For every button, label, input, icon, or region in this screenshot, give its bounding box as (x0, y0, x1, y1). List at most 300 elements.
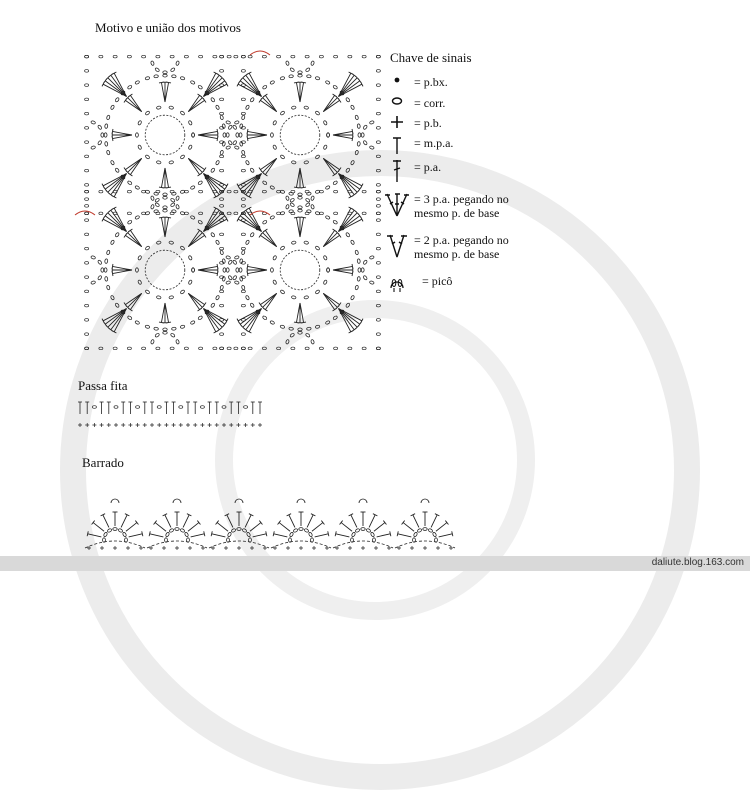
edge-chain (227, 55, 231, 58)
chain-stitch (357, 276, 360, 281)
dc-stitch (188, 230, 199, 246)
dc-stitch (103, 515, 109, 528)
edge-chain (319, 347, 323, 350)
chain-stitch (91, 120, 96, 124)
chain-stitch (325, 80, 330, 85)
ribbon-sc (215, 423, 219, 427)
border-sc (162, 546, 166, 550)
chain-stitch (138, 145, 142, 150)
chain-stitch (369, 281, 374, 285)
edge-chain (85, 319, 89, 322)
double-crochet-symbol-icon (384, 160, 410, 186)
chain-stitch (417, 528, 422, 533)
edge-chain (113, 347, 117, 350)
chain-stitch (188, 145, 192, 150)
dc-stitch (300, 168, 304, 187)
dc-stitch (339, 75, 355, 96)
edge-chain (291, 55, 295, 58)
chain-stitch (236, 133, 239, 137)
chain-stitch (315, 289, 320, 294)
ribbon-sc (179, 423, 183, 427)
chain-stitch (176, 204, 180, 209)
edge-chain (291, 347, 295, 350)
dc-stitch (339, 309, 355, 330)
dc-stitch (113, 266, 132, 270)
edge-chain (85, 333, 89, 336)
dc-stitch-top (333, 173, 337, 176)
dc-stitch (339, 81, 360, 97)
chain-stitch (91, 255, 96, 259)
edge-chain (220, 319, 224, 322)
edge-chain (376, 304, 380, 307)
chain-stitch (156, 106, 161, 110)
chain-stitch (171, 327, 176, 330)
dc-stitch (105, 81, 126, 97)
chain-stitch (280, 76, 285, 80)
edge-chain (220, 98, 224, 101)
border-sc (312, 546, 316, 550)
legend-title: Chave de sinais (390, 50, 472, 65)
dc-stitch (263, 293, 277, 307)
chain-stitch (190, 320, 195, 325)
chain-stitch (227, 532, 232, 537)
dc-stitch (130, 95, 141, 111)
chain-stitch (127, 85, 132, 90)
dc-stitch (296, 218, 300, 237)
chain-stitch (234, 120, 239, 124)
chain-stitch (355, 150, 359, 155)
ribbon-sc (258, 423, 262, 427)
dc-stitch-top (247, 264, 248, 269)
dc-stitch (323, 293, 337, 307)
chain-stitch (127, 180, 132, 185)
edge-chain (220, 84, 224, 87)
chain-stitch (226, 133, 229, 137)
chain-stitch (163, 196, 167, 199)
dc-stitch (128, 293, 142, 307)
chain-stitch (361, 268, 364, 272)
dc-stitch (246, 75, 262, 96)
border-sc (250, 546, 254, 550)
chain-stitch (271, 268, 274, 272)
edge-chain (262, 55, 266, 58)
chain-stitch (323, 255, 327, 260)
chain-stitch (115, 168, 120, 173)
chain-stitch (315, 211, 320, 215)
dc-stitch (129, 534, 143, 537)
chain-stitch (236, 268, 239, 272)
edge-chain (241, 333, 245, 336)
chain-stitch (242, 528, 247, 533)
dc-stitch (403, 523, 414, 532)
dc-stitch-top (124, 303, 127, 307)
footer-credit: daliute.blog.163.com (651, 557, 744, 568)
dc-stitch (333, 135, 352, 139)
dc-stitch (439, 534, 453, 537)
border-sc (423, 546, 427, 550)
motif-title: Motivo e união dos motivos (95, 20, 241, 35)
chain-stitch (105, 141, 108, 146)
border-sc (449, 546, 453, 550)
chain-stitch (361, 133, 364, 137)
chain-stitch (290, 202, 295, 207)
edge-chain (220, 347, 224, 350)
border-sc (224, 546, 228, 550)
edge-chain (234, 347, 238, 350)
dc-stitch (198, 270, 217, 274)
edge-chain (156, 347, 160, 350)
chain-stitch (234, 255, 239, 259)
chain-stitch (107, 528, 112, 533)
edge-chain (234, 212, 238, 215)
dc-stitch (125, 158, 141, 169)
dc-stitch (155, 523, 166, 532)
chain-stitch (273, 120, 277, 125)
chain-stitch (127, 220, 132, 225)
chain-stitch (210, 168, 215, 173)
dc-stitch-top (159, 322, 164, 323)
edge-chain (348, 55, 352, 58)
dc-stitch (265, 95, 276, 111)
chain-stitch (145, 289, 150, 294)
dc-stitch (339, 78, 358, 97)
edge-chain (85, 190, 89, 193)
edge-chain (85, 290, 89, 293)
chain-stitch (357, 124, 360, 129)
chain-stitch (311, 339, 315, 344)
chain-stitch (323, 145, 327, 150)
dc-stitch-top (203, 98, 206, 102)
ribbon-sc (200, 423, 204, 427)
edge-chain (227, 212, 231, 215)
dc-stitch (323, 100, 339, 111)
edge-chain (241, 247, 245, 250)
edge-chain (220, 290, 224, 293)
chain-stitch (115, 232, 120, 237)
ribbon-sc (92, 423, 96, 427)
chain-stitch (357, 259, 360, 264)
dc-stitch-top (217, 136, 218, 141)
dc-stitch (339, 216, 360, 232)
dc-stitch (300, 218, 304, 237)
chain-stitch (223, 268, 226, 272)
ribbon-sc (236, 423, 240, 427)
ribbon-sc (244, 423, 248, 427)
chain-stitch (327, 268, 330, 272)
ribbon-chain (136, 406, 140, 409)
border-sc (286, 546, 290, 550)
chain-stitch (97, 140, 102, 145)
edge-chain (85, 141, 89, 144)
chain-stitch (291, 160, 296, 164)
chain-stitch (135, 215, 140, 220)
edge-chain (376, 319, 380, 322)
chain-stitch (311, 196, 315, 201)
dc-stitch (161, 83, 165, 102)
chain-stitch (145, 325, 150, 329)
edge-chain (376, 276, 380, 279)
chain-stitch (350, 160, 355, 165)
chain-stitch (180, 76, 185, 80)
border-picot (235, 499, 243, 503)
chain-stitch (198, 220, 203, 225)
border-sc (175, 546, 179, 550)
chain-stitch (232, 125, 237, 130)
edge-chain (241, 347, 245, 350)
chain-stitch (154, 75, 159, 78)
chain-stitch (91, 281, 96, 285)
chain-stitch (226, 281, 231, 285)
chain-stitch (289, 532, 294, 537)
dc-stitch-top (204, 531, 205, 536)
dc-stitch (333, 131, 352, 135)
dc-stitch (161, 303, 165, 322)
dc-stitch (121, 515, 127, 528)
edge-chain (85, 219, 89, 222)
edge-chain (220, 155, 224, 158)
motif-square (85, 190, 246, 349)
chain-stitch (97, 125, 102, 130)
chain-stitch (413, 532, 418, 537)
chain-stitch (304, 528, 309, 533)
chain-stitch (291, 106, 296, 110)
edge-chain (220, 184, 224, 187)
chain-stitch (163, 331, 167, 334)
edge-chain (277, 347, 281, 350)
legend-item-chain: = corr. (384, 96, 445, 122)
chain-stitch (135, 320, 140, 325)
dc-stitch (260, 235, 276, 246)
dc-stitch (377, 534, 391, 537)
edge-chain (376, 155, 380, 158)
edge-chain (241, 155, 245, 158)
chain-stitch (215, 295, 220, 300)
border-sc (188, 546, 192, 550)
edge-chain (362, 55, 366, 58)
ribbon-chain (222, 406, 226, 409)
dc-stitch-top (211, 531, 212, 536)
chain-stitch (169, 160, 174, 164)
dc-stitch (248, 131, 267, 135)
dc-stitch (188, 293, 202, 307)
border-sc (237, 546, 241, 550)
dc-stitch (108, 174, 127, 193)
dc-stitch (323, 233, 337, 247)
chain-stitch (170, 198, 175, 203)
dc-stitch-top (259, 168, 262, 172)
chain-stitch (170, 67, 175, 72)
chain-stitch (138, 280, 142, 285)
chain-stitch (170, 333, 175, 338)
edge-chain (85, 276, 89, 279)
edge-chain (85, 205, 89, 208)
border-picot (421, 499, 429, 503)
ribbon-sc (186, 423, 190, 427)
dc-stitch (188, 293, 199, 309)
chain-stitch (298, 209, 302, 212)
chain-stitch (363, 275, 368, 280)
dc-stitch (323, 158, 339, 169)
chain-stitch (280, 289, 285, 294)
edge-chain (184, 55, 188, 58)
dc-stitch-top (128, 229, 132, 232)
dc-stitch-top (273, 531, 274, 536)
dc-stitch-top (112, 264, 113, 269)
dc-stitch (111, 75, 127, 96)
dc-stitch (188, 158, 204, 169)
dc-stitch (198, 266, 217, 270)
chain-stitch (104, 133, 107, 137)
dc-stitch-top (263, 94, 267, 97)
dc-stitch-top (333, 308, 337, 311)
edge-chain (334, 190, 338, 193)
chain-stitch (226, 146, 231, 150)
edge-chain (220, 112, 224, 115)
edge-chain (319, 55, 323, 58)
chain-stitch (315, 76, 320, 80)
border-sc (410, 546, 414, 550)
dc-stitch (126, 523, 137, 532)
dc-stitch (188, 158, 202, 172)
join-arc (250, 211, 270, 215)
border-sc (126, 546, 130, 550)
ribbon-sc (121, 423, 125, 427)
chain-stitch (138, 120, 142, 125)
chain-stitch (432, 532, 437, 537)
chain-stitch (220, 250, 224, 255)
dc-stitch (204, 309, 225, 325)
dc-stitch (105, 216, 126, 232)
dc-stitch (165, 83, 169, 102)
border-picot (173, 499, 181, 503)
chain-stitch (285, 339, 289, 344)
border-sc (100, 546, 104, 550)
legend-item-two-dc-fan: = 2 p.a. pegando no mesmo p. de base (384, 233, 509, 261)
dc-stitch (198, 135, 217, 139)
ribbon-chain (114, 406, 118, 409)
chain-stitch (304, 106, 309, 110)
edge-chain (305, 347, 309, 350)
dc-stitch-top (87, 531, 88, 536)
dc-stitch (240, 81, 261, 97)
chain-stitch (239, 268, 242, 272)
chain-stitch (239, 133, 242, 137)
dc-stitch (130, 293, 141, 309)
chain-stitch (293, 528, 298, 533)
chain-stitch (176, 61, 180, 66)
dc-stitch (183, 515, 189, 528)
chain-stitch (270, 185, 275, 190)
chain-stitch (228, 275, 233, 280)
edge-chain (85, 155, 89, 158)
center-ring (280, 250, 320, 290)
edge-chain (156, 55, 160, 58)
chain-stitch (105, 124, 108, 129)
chain-stitch (155, 202, 160, 207)
dc-stitch (125, 100, 141, 111)
dc-stitch-top (259, 303, 262, 307)
border-sc (263, 546, 267, 550)
chain-stitch (250, 168, 255, 173)
edge-chain (234, 55, 238, 58)
dc-stitch (130, 230, 141, 246)
edge-chain (234, 190, 238, 193)
chain-stitch (154, 210, 159, 213)
chain-stitch (350, 295, 355, 300)
chain-stitch (97, 260, 102, 265)
edge-chain (376, 212, 380, 215)
edge-chain (199, 190, 203, 193)
dc-stitch (300, 303, 304, 322)
dc-stitch (165, 515, 171, 528)
motif-square (85, 55, 246, 214)
edge-chain (241, 98, 245, 101)
chain-stitch (234, 281, 239, 285)
edge-chain (248, 55, 252, 58)
dc-stitch (248, 270, 267, 274)
chain-stitch (106, 250, 110, 255)
chain-stitch (226, 255, 231, 259)
dc-stitch (265, 293, 276, 309)
chain-stitch (163, 193, 167, 196)
dc-stitch (323, 95, 334, 111)
chain-stitch (136, 268, 139, 272)
border-sc (139, 546, 143, 550)
chain-stitch (150, 196, 154, 201)
edge-chain (376, 205, 380, 208)
chain-stitch (190, 80, 195, 85)
dc-stitch (204, 213, 223, 232)
chain-stitch (135, 185, 140, 190)
edge-chain (213, 55, 217, 58)
chain-stitch (280, 325, 285, 329)
chain-stitch (299, 528, 303, 531)
edge-chain (85, 112, 89, 115)
edge-chain (362, 347, 366, 350)
chain-stitch (150, 204, 154, 209)
chain-stitch (345, 168, 350, 173)
edge-chain (85, 55, 89, 58)
dc-stitch (204, 174, 225, 190)
dc-stitch (307, 515, 313, 528)
chain-stitch (241, 115, 245, 120)
dc-stitch (323, 293, 334, 309)
chain-stitch (311, 204, 315, 209)
ribbon-sc (78, 423, 82, 427)
chain-stitch (333, 180, 338, 185)
chain-stitch (103, 532, 108, 537)
chain-stitch (262, 315, 267, 320)
chain-stitch (210, 97, 215, 102)
dc-stitch (351, 515, 357, 528)
footer-bar (0, 556, 750, 571)
chain-stitch (315, 325, 320, 329)
chain-stitch (262, 180, 267, 185)
dc-stitch (323, 293, 339, 304)
dc-stitch-top (112, 129, 113, 134)
chain-stitch (210, 303, 215, 308)
chain-stitch (245, 240, 250, 245)
chain-stitch (306, 327, 311, 330)
chain-stitch (198, 180, 203, 185)
dc-stitch-top (352, 136, 353, 141)
edge-chain (220, 247, 224, 250)
dc-stitch-top (159, 187, 164, 188)
chain-stitch (311, 61, 315, 66)
edge-chain (277, 55, 281, 58)
chain-stitch (280, 246, 285, 251)
chain-stitch (232, 260, 237, 265)
